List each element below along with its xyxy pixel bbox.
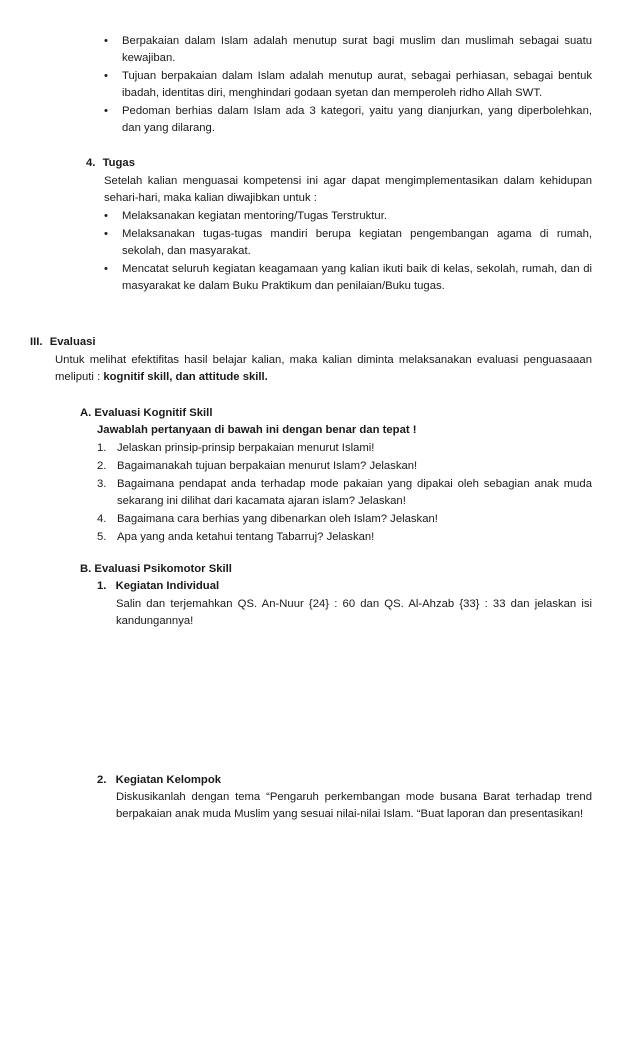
b2-text: Diskusikanlah dengan tema “Pengaruh perkembangan mode busana Barat terhadap trend berpakaian anak muda Muslim yang sesuai nilai-nilai Islam. “Buat laporan dan presentasikan! [116, 791, 592, 820]
question-list [97, 440, 592, 546]
b2-title: Kegiatan Kelompok [115, 774, 222, 786]
bullet-icon: • [104, 35, 108, 47]
question-text: Bagaimana cara berhias yang dibenarkan oleh Islam? Jelaskan! [117, 513, 438, 525]
question-item [97, 476, 592, 510]
question-number: 2. [97, 460, 107, 472]
tugas-bullet-list [104, 208, 592, 295]
bullet-icon: • [104, 105, 108, 117]
evaluasi-title: Evaluasi [49, 336, 96, 348]
section-a-title: A. Evaluasi Kognitif Skill [80, 407, 213, 419]
bullet-icon: • [104, 228, 108, 240]
bullet-text: Melaksanakan tugas-tugas mandiri berupa kegiatan pengembangan agama di rumah, sekolah, dan masyarakat. [122, 228, 592, 257]
evaluasi-heading [30, 334, 96, 351]
evaluasi-intro-text: Untuk melihat efektifitas hasil belajar kalian, maka kalian diminta melaksanakan evaluasi penguasaaan meliputi : [55, 354, 592, 383]
b1-text: Salin dan terjemahkan QS. An-Nuur {24} : 60 dan QS. Al-Ahzab {33} : 33 dan jelaskan isi kandungannya! [116, 598, 592, 627]
bullet-text: Mencatat seluruh kegiatan keagamaan yang kalian ikuti baik di kelas, sekolah, rumah, dan di masyarakat ke dalam Buku Praktikum dan penilaian/Buku tugas. [122, 263, 592, 292]
tugas-heading [86, 155, 592, 172]
list-item [104, 226, 592, 260]
evaluasi-intro [55, 352, 592, 386]
question-item [97, 440, 592, 457]
question-item [97, 529, 592, 546]
list-item [104, 33, 592, 67]
question-text: Bagaimanakah tujuan berpakaian menurut Islam? Jelaskan! [117, 460, 418, 472]
b1-title: Kegiatan Individual [115, 580, 220, 592]
question-number: 5. [97, 531, 107, 543]
list-item [104, 103, 592, 137]
list-item [104, 208, 592, 225]
b1-heading [97, 578, 219, 595]
evaluasi-intro-bold: kognitif skill, dan attitude skill. [103, 371, 268, 383]
b2-number: 2. [97, 774, 107, 786]
top-bullet-list [104, 33, 592, 137]
question-number: 3. [97, 478, 107, 490]
question-number: 1. [97, 442, 107, 454]
bullet-text: Berpakaian dalam Islam adalah menutup surat bagi muslim dan muslimah sebagai suatu kewajiban. [122, 35, 592, 64]
bullet-text: Pedoman berhias dalam Islam ada 3 kategori, yaitu yang dianjurkan, yang diperbolehkan, dan yang dilarang. [122, 105, 592, 134]
bullet-text: Melaksanakan kegiatan mentoring/Tugas Terstruktur. [122, 210, 387, 222]
tugas-title: Tugas [102, 157, 135, 169]
question-text: Bagaimana pendapat anda terhadap mode pakaian yang dipakai oleh sebagian anak muda sekarang ini dilihat dari kacamata ajaran islam? Jelaskan! [117, 478, 592, 507]
question-number: 4. [97, 513, 107, 525]
bullet-text: Tujuan berpakaian dalam Islam adalah menutup aurat, sebagai perhiasan, sebagai bentuk ibadah, identitas diri, menghindari godaan syetan dan memperoleh ridho Allah SWT. [122, 70, 592, 99]
question-item [97, 511, 592, 528]
section-b-title: B. Evaluasi Psikomotor Skill [80, 563, 232, 575]
b2-heading [97, 772, 221, 789]
bullet-icon: • [104, 210, 108, 222]
question-text: Jelaskan prinsip-prinsip berpakaian menurut Islami! [117, 442, 375, 454]
b1-number: 1. [97, 580, 107, 592]
section-a-instruction: Jawablah pertanyaan di bawah ini dengan benar dan tepat ! [97, 424, 417, 436]
bullet-icon: • [104, 70, 108, 82]
tugas-intro: Setelah kalian menguasai kompetensi ini agar dapat mengimplementasikan dalam kehidupan sehari-hari, maka kalian diwajibkan untuk : [104, 175, 592, 204]
question-text: Apa yang anda ketahui tentang Tabarruj? Jelaskan! [117, 531, 375, 543]
tugas-number: 4. [86, 157, 96, 169]
question-item [97, 458, 592, 475]
evaluasi-number: III. [30, 336, 43, 348]
list-item [104, 261, 592, 295]
bullet-icon: • [104, 263, 108, 275]
list-item [104, 68, 592, 102]
